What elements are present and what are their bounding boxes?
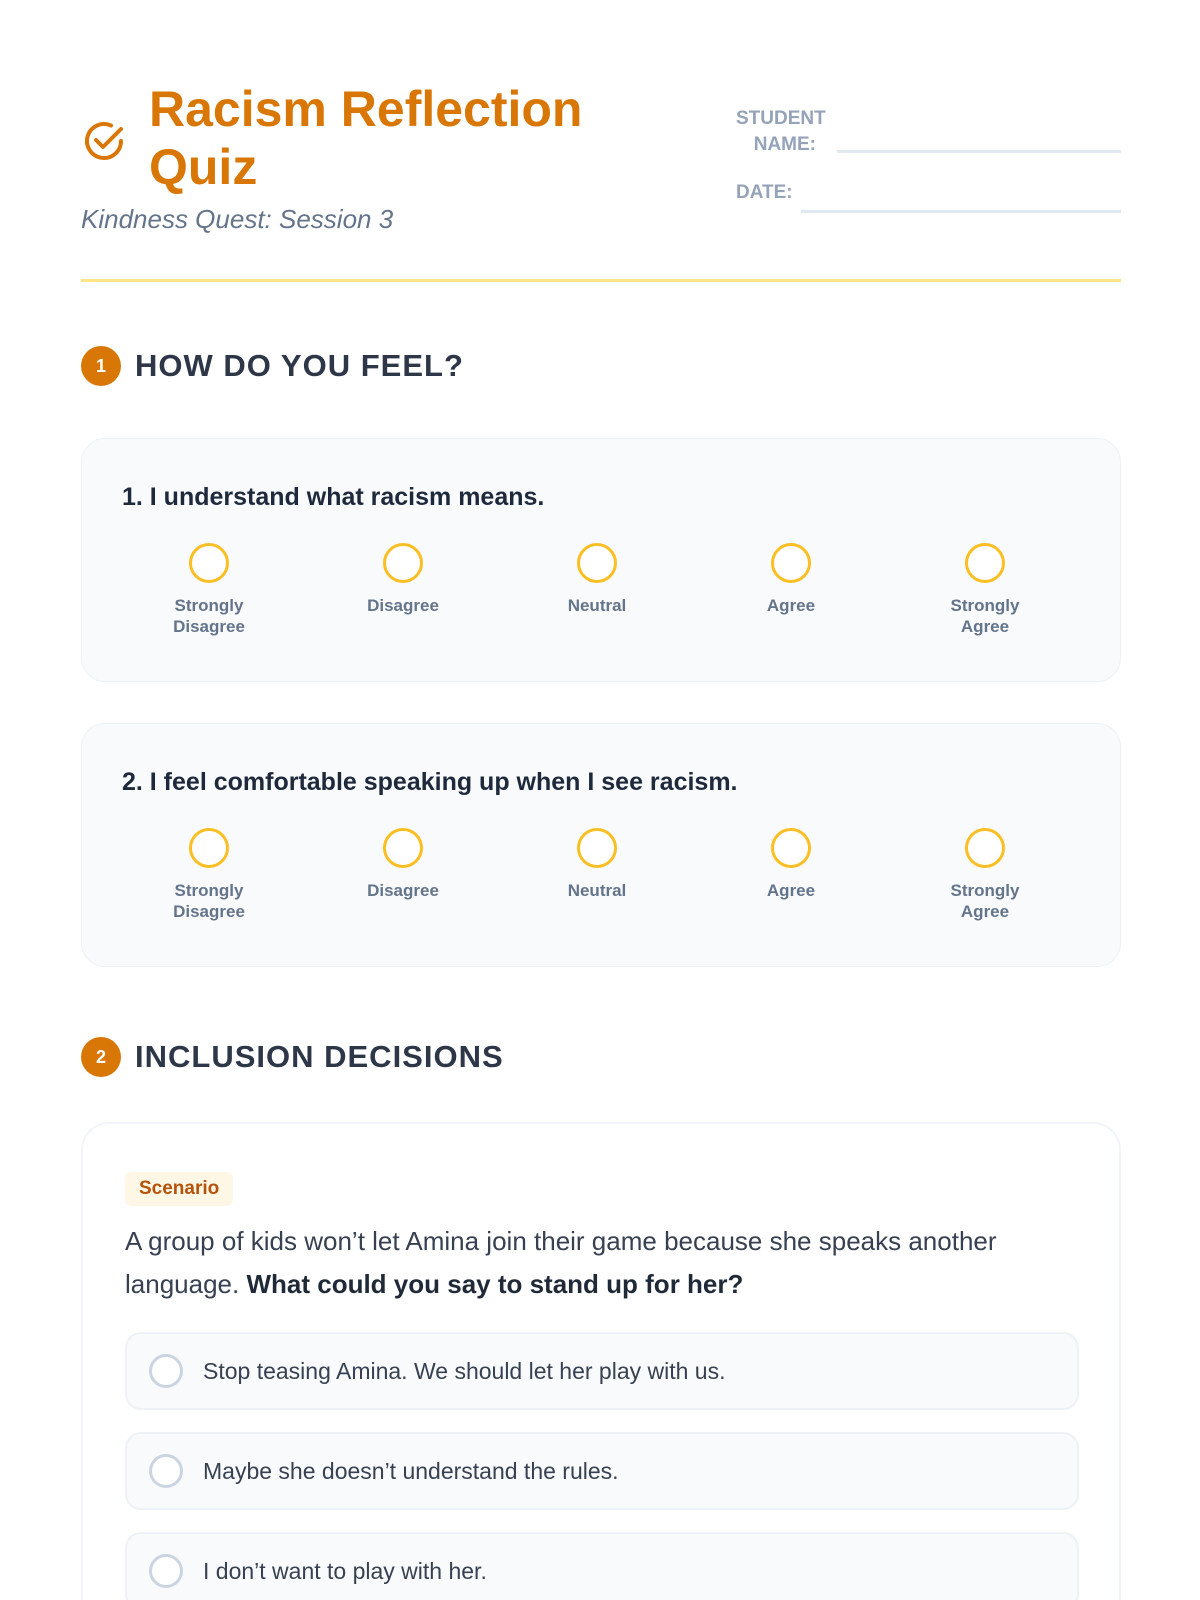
answer-choice[interactable]: [125, 1332, 1079, 1410]
scenario-card: [81, 1122, 1121, 1600]
choice-text: I don’t want to play with her.: [203, 1557, 487, 1584]
radio-circle[interactable]: [189, 828, 229, 868]
option-label: Disagree: [367, 596, 439, 615]
section-heading-feelings: [81, 346, 464, 386]
student-name-label: STUDENT NAME:: [736, 108, 826, 155]
likert-option[interactable]: [112, 828, 306, 922]
section-title: HOW DO YOU FEEL?: [135, 348, 464, 383]
option-label: Neutral: [567, 596, 627, 615]
date-field[interactable]: [801, 210, 1121, 213]
radio-circle[interactable]: [771, 828, 811, 868]
option-label: Agree: [766, 881, 816, 900]
option-label: Agree: [766, 596, 816, 615]
option-label: Disagree: [367, 881, 439, 900]
likert-option[interactable]: [306, 828, 500, 901]
radio-circle[interactable]: [771, 543, 811, 583]
question-text: 1. I understand what racism means.: [122, 483, 545, 511]
radio-circle[interactable]: [383, 828, 423, 868]
likert-option[interactable]: [500, 543, 694, 616]
page-subtitle: Kindness Quest: Session 3: [81, 204, 394, 234]
question-text: 2. I feel comfortable speaking up when I see racism.: [122, 768, 738, 796]
section-title: INCLUSION DECISIONS: [135, 1039, 504, 1074]
likert-scale: [112, 543, 1082, 653]
choice-text: Maybe she doesn’t understand the rules.: [203, 1457, 619, 1484]
likert-option[interactable]: [306, 543, 500, 616]
option-label: Strongly Disagree: [173, 881, 245, 921]
likert-scale: [112, 828, 1082, 938]
choice-text: Stop teasing Amina. We should let her play with us.: [203, 1357, 726, 1384]
likert-option[interactable]: [500, 828, 694, 901]
option-label: Strongly Agree: [950, 596, 1020, 636]
section-number-badge: 1: [81, 346, 121, 386]
option-label: Strongly Agree: [950, 881, 1020, 921]
section-number-badge: 2: [81, 1037, 121, 1077]
scenario-question: What could you say to stand up for her?: [246, 1269, 744, 1299]
quiz-header: [81, 76, 1121, 282]
radio-circle[interactable]: [577, 543, 617, 583]
radio-circle[interactable]: [965, 543, 1005, 583]
student-name-field[interactable]: [837, 150, 1121, 153]
likert-option[interactable]: [694, 543, 888, 616]
radio-button[interactable]: [149, 1554, 183, 1588]
answer-choice[interactable]: [125, 1532, 1079, 1600]
radio-button[interactable]: [149, 1454, 183, 1488]
option-label: Neutral: [567, 881, 627, 900]
answer-choice[interactable]: [125, 1432, 1079, 1510]
radio-circle[interactable]: [577, 828, 617, 868]
radio-circle[interactable]: [189, 543, 229, 583]
section-heading-inclusion: [81, 1037, 504, 1077]
scenario-description: A group of kids won’t let Amina join their game because she speaks another language.: [125, 1226, 997, 1299]
page-title: Racism Reflection Quiz: [149, 81, 583, 195]
quiz-page: [81, 0, 1121, 1600]
check-circle-icon: [81, 118, 127, 164]
radio-button[interactable]: [149, 1354, 183, 1388]
date-label: DATE:: [736, 182, 793, 203]
likert-question-card: [81, 438, 1121, 682]
scenario-text: [125, 1220, 1085, 1306]
radio-circle[interactable]: [965, 828, 1005, 868]
option-label: Strongly Disagree: [173, 596, 245, 636]
radio-circle[interactable]: [383, 543, 423, 583]
scenario-tag: Scenario: [125, 1172, 233, 1206]
likert-option[interactable]: [888, 543, 1082, 637]
likert-option[interactable]: [694, 828, 888, 901]
likert-question-card: [81, 723, 1121, 967]
likert-option[interactable]: [888, 828, 1082, 922]
likert-option[interactable]: [112, 543, 306, 637]
